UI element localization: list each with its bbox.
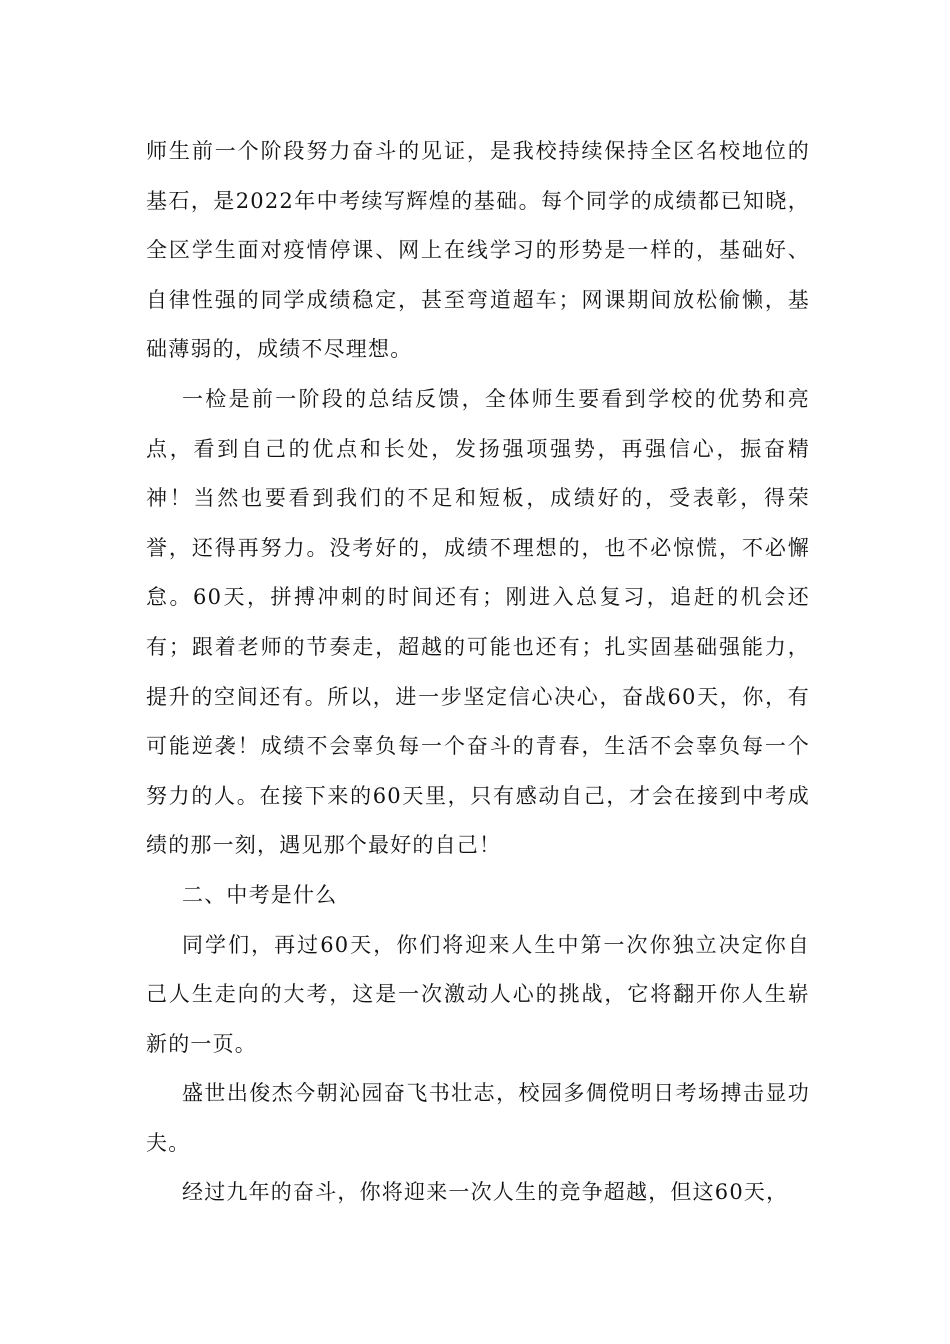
document-body	[146, 127, 810, 1218]
paragraph-couplet: 盛世出俊杰今朝沁园奋飞书壮志，校园多倜傥明日考场搏击显功夫。	[146, 1081, 810, 1155]
paragraph-exam-intro: 同学们，再过60天，你们将迎来人生中第一次你独立决定你自己人生走向的大考，这是一次激动人心的挑战，它将翻开你人生崭新的一页。	[146, 932, 810, 1056]
paragraph-first-exam-summary: 一检是前一阶段的总结反馈，全体师生要看到学校的优势和亮点，看到自己的优点和长处，发扬强项强势，再强信心，振奋精神！当然也要看到我们的不足和短板，成绩好的，受表彰，得荣誉，还得再努力。没考好的，成绩不理想的，也不必惊慌，不必懈怠。60天，拼搏冲刺的时间还有；刚进入总复习，追赶的机会还有；跟着老师的节奏走，超越的可能也还有；扎实固基础强能力，提升的空间还有。所以，进一步坚定信心决心，奋战60天，你，有可能逆袭！成绩不会辜负每一个奋斗的青春，生活不会辜负每一个努力的人。在接下来的60天里，只有感动自己，才会在接到中考成绩的那一刻，遇见那个最好的自己！	[146, 386, 810, 858]
paragraph-nine-years: 经过九年的奋斗，你将迎来一次人生的竞争超越，但这60天，	[182, 1180, 789, 1205]
paragraph-continuation: 师生前一个阶段努力奋斗的见证，是我校持续保持全区名校地位的基石，是2022年中考续写辉煌的基础。每个同学的成绩都已知晓，全区学生面对疫情停课、网上在线学习的形势是一样的，基础好、自律性强的同学成绩稳定，甚至弯道超车；网课期间放松偷懒，基础薄弱的，成绩不尽理想。	[146, 139, 810, 362]
section-heading: 二、中考是什么	[182, 882, 338, 907]
